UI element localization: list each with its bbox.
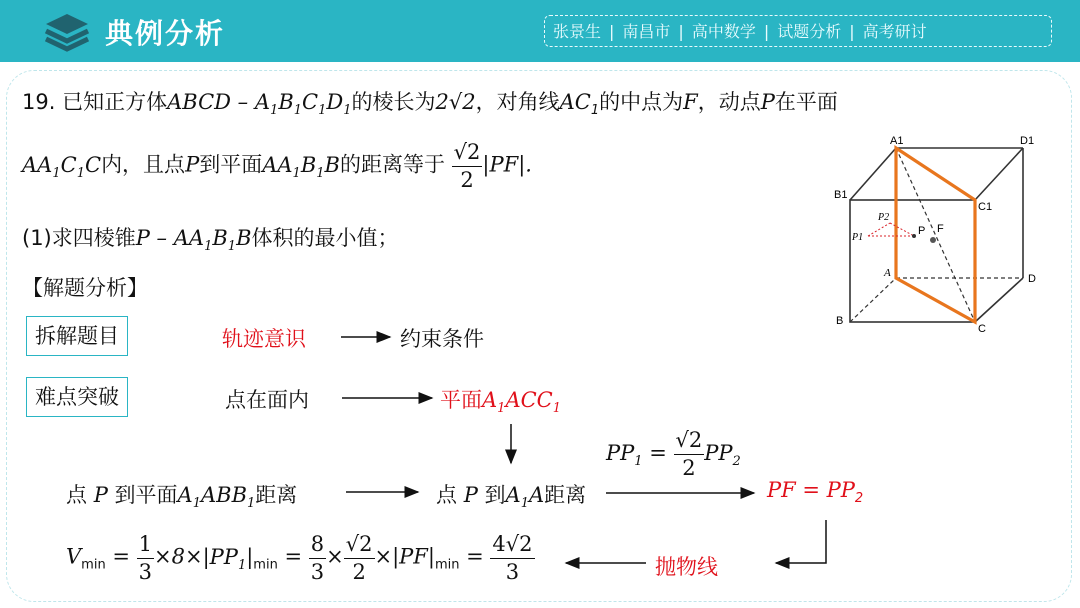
- tag-subject: 高中数学: [691, 22, 756, 41]
- figure-label: P2: [878, 212, 890, 223]
- arrow-bent: [776, 520, 826, 563]
- figure-label: D1: [1020, 135, 1035, 147]
- text: 到平面: [114, 483, 178, 507]
- figure-label: D: [1028, 273, 1036, 285]
- figure-label: C1: [978, 201, 993, 213]
- text: 到: [484, 483, 506, 507]
- parabola-label: 抛物线: [655, 555, 718, 579]
- figure-label: B1: [834, 189, 848, 201]
- pf-expression: |PF|.: [482, 152, 532, 177]
- pf-eq: PF = PP: [767, 478, 855, 502]
- problem-number: 19.: [22, 90, 56, 114]
- fraction-numerator: √2: [674, 426, 705, 455]
- analysis-heading: 【解题分析】: [22, 276, 148, 300]
- author-tags: 张景生 | 南昌市 | 高中数学 | 试题分析 | 高考研讨: [544, 15, 1052, 47]
- problem-text: 到平面: [199, 152, 263, 177]
- constraint-label: 约束条件: [400, 327, 484, 351]
- problem-text: 的棱长为: [351, 90, 436, 114]
- figure-label: P1: [852, 232, 864, 243]
- trajectory-label: 轨迹意识: [222, 327, 306, 351]
- part1-text: (1)求四棱锥: [22, 226, 136, 250]
- problem-text: ，动点: [697, 90, 761, 114]
- plane-name: A: [482, 388, 498, 412]
- point-name: P: [760, 90, 775, 114]
- tag-author: 张景生: [553, 22, 602, 41]
- text: 点: [66, 483, 87, 507]
- cube-name: ABCD: [167, 90, 231, 114]
- volume-formula: $V_{min}$ = $\frac{1}{3}$ $\times 8\times|PP_1|_{min}$ = $\frac{8}{3}$ × $\frac{√2}{2}$ $\times|PF|_{min}$ = $\frac{4√2}{3}$: [66, 532, 533, 584]
- times: ×: [326, 544, 344, 569]
- part-1: (1)求四棱锥P – $AA_1B_1B$体积的最小值；: [22, 226, 399, 254]
- difficulty-box: 难点突破: [26, 377, 128, 417]
- problem-text: 内，且点: [101, 152, 186, 177]
- problem-text: 在平面: [774, 90, 838, 114]
- text: 点: [436, 483, 457, 507]
- figure-label: P: [918, 225, 926, 237]
- v-subscript: min: [81, 557, 106, 573]
- fraction-denominator: 2: [460, 168, 474, 192]
- midpoint-name: F: [683, 90, 698, 114]
- figure-label: A1: [890, 135, 904, 147]
- tag-city: 南昌市: [622, 22, 671, 41]
- fraction-denominator: 2: [682, 456, 696, 480]
- fraction: $\frac{8}{3}$: [310, 532, 325, 584]
- plane-word: 平面: [440, 388, 482, 412]
- pf-equals: PF = $PP_2$: [767, 478, 864, 506]
- times-8: ×8×: [154, 544, 203, 569]
- distance-left: 点 P 到平面$A_1ABB_1$距离: [66, 483, 298, 511]
- edge-length: 2√2: [435, 90, 476, 114]
- tag-analysis: 试题分析: [777, 22, 842, 41]
- fraction-numerator: √2: [452, 138, 483, 167]
- fraction-denominator: 3: [505, 560, 520, 584]
- problem-text: 的距离等于: [339, 152, 445, 177]
- figure-label: F: [937, 223, 944, 235]
- plane-a1acc1-label: 平面$A_1ACC_1$: [440, 388, 562, 416]
- part1-text: 体积的最小值；: [251, 226, 399, 250]
- v-symbol: V: [66, 544, 82, 569]
- distance-mid: 点 P 到$A_1A$距离: [436, 483, 587, 511]
- problem-text: 的中点为: [599, 90, 684, 114]
- figure-label: A: [884, 267, 891, 279]
- relation-formula: $PP_1$ = $\frac{√2}{2}$ $PP_2$: [606, 428, 741, 480]
- fraction-numerator: 4√2: [490, 530, 534, 559]
- text: 距离: [544, 483, 587, 507]
- problem-text: 已知正方体: [62, 90, 168, 114]
- fraction: $\frac{√2}{2}$: [345, 532, 373, 584]
- problem-line-1: 19. 已知正方体ABCD – $A_1B_1C_1D_1$的棱长为2√2，对角线$AC_1$的中点为F，动点P在平面: [22, 90, 838, 118]
- figure-label: C: [978, 323, 986, 335]
- figure-label: B: [836, 315, 844, 327]
- problem-line-2: $AA_1C_1C$内，且点P到平面$AA_1B_1B$的距离等于 $\frac{√2}{2}$ |PF|.: [22, 140, 532, 192]
- diagonal-name: AC: [559, 90, 591, 114]
- problem-text: ，对角线: [475, 90, 560, 114]
- text: 距离: [255, 483, 298, 507]
- page-title: 典例分析: [105, 17, 226, 50]
- cube-figure: [828, 128, 1048, 338]
- point-in-plane-label: 点在面内: [225, 388, 309, 412]
- dismantle-box: 拆解题目: [26, 316, 128, 356]
- fraction: $\frac{1}{3}$: [138, 532, 153, 584]
- tag-research: 高考研讨: [862, 22, 927, 41]
